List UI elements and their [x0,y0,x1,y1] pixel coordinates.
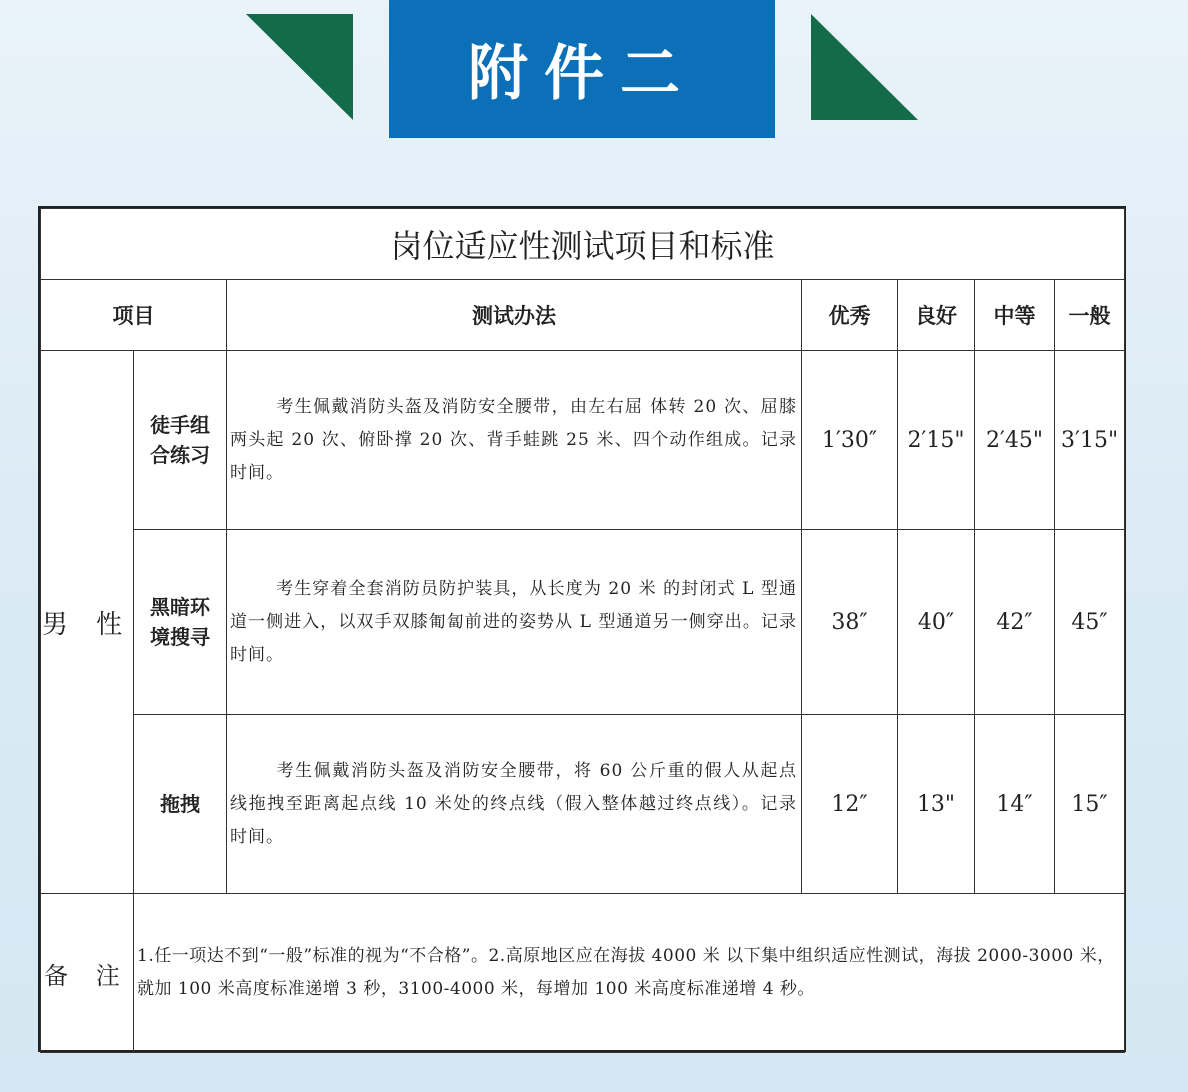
standards-table [40,208,1125,1053]
table-row [41,715,1125,894]
score-medium: 42″ [975,530,1055,715]
remark-row [41,894,1125,1053]
table-row [41,351,1125,530]
remark-text: 1.任一项达不到“一般”标准的视为“不合格”。2.高原地区应在海拔 4000 米 以下集中组织适应性测试，海拔 2000-3000 米，就加 100 米高度标准递增 3 秒，3100-4000 米，每增加 100 米高度标准递增 4 秒。 [134,894,1125,1053]
remark-label: 备 注 [41,894,134,1053]
gender-cell: 男 性 [41,351,134,894]
table-title: 岗位适应性测试项目和标准 [41,209,1125,280]
score-general: 45″ [1055,530,1125,715]
header-good: 良好 [898,280,975,351]
score-good: 2′15" [898,351,975,530]
right-triangle-decoration [811,14,918,120]
standards-document [38,206,1126,1052]
method-cell [227,715,802,894]
banner-title: 附件二 [468,39,696,109]
score-excellent: 12″ [802,715,898,894]
score-general: 15″ [1055,715,1125,894]
header-excellent: 优秀 [802,280,898,351]
method-cell [227,351,802,530]
attachment-banner [389,0,775,138]
method-text: 考生穿着全套消防员防护装具，从长度为 20 米 的封闭式 L 型通道一侧进入，以双手双膝匍匐前进的姿势从 L 型通道另一侧穿出。记录时间。 [230,578,797,665]
score-good: 40″ [898,530,975,715]
table-row [41,530,1125,715]
header-general: 一般 [1055,280,1125,351]
item-cell: 黑暗环境搜寻 [134,530,227,715]
method-text: 考生佩戴消防头盔及消防安全腰带，将 60 公斤重的假人从起点线拖拽至距离起点线 10 米处的终点线（假入整体越过终点线）。记录时间。 [230,760,797,847]
score-excellent: 1′30″ [802,351,898,530]
header-medium: 中等 [975,280,1055,351]
left-triangle-decoration [246,14,353,120]
method-cell [227,530,802,715]
score-general: 3′15" [1055,351,1125,530]
header-item: 项目 [41,280,227,351]
score-good: 13" [898,715,975,894]
item-cell: 徒手组合练习 [134,351,227,530]
header-method: 测试办法 [227,280,802,351]
score-medium: 14″ [975,715,1055,894]
header-row [41,280,1125,351]
score-excellent: 38″ [802,530,898,715]
item-cell: 拖拽 [134,715,227,894]
method-text: 考生佩戴消防头盔及消防安全腰带，由左右屈 体转 20 次、屈膝两头起 20 次、俯卧撑 20 次、背手蛙跳 25 米、四个动作组成。记录时间。 [230,396,797,483]
score-medium: 2′45" [975,351,1055,530]
